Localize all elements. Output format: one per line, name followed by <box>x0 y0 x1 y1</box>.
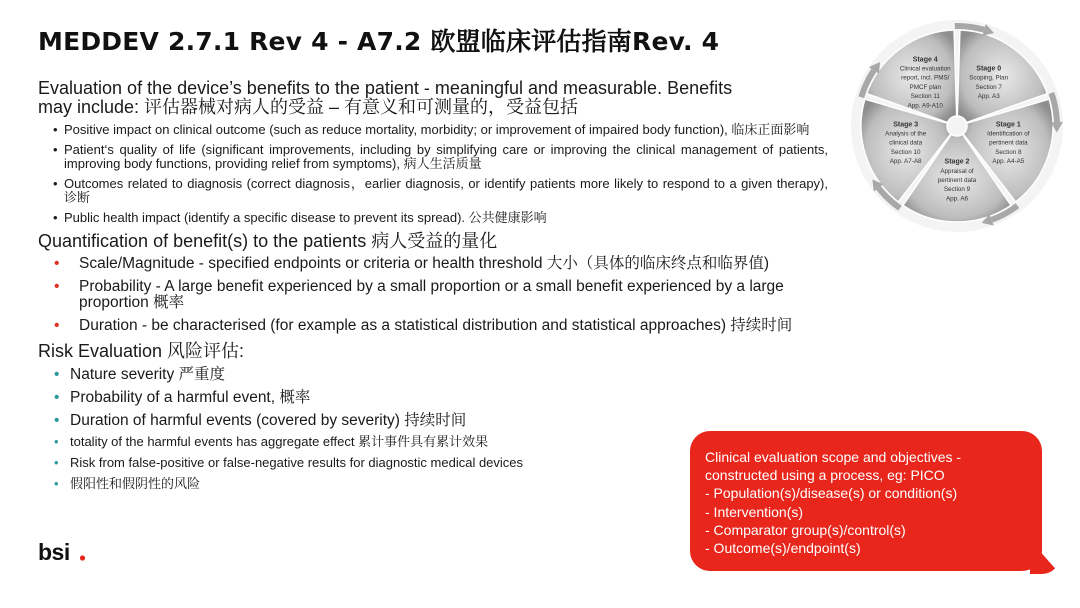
stage-detail: App. A3 <box>977 93 1000 101</box>
benefits-list <box>52 123 828 225</box>
quantification-item: • Scale/Magnitude - specified endpoints or criteria or health threshold 大小（具体的临床终点和临界值) <box>54 256 828 272</box>
stage-detail: Section 9 <box>943 186 971 194</box>
stage-detail: Section 10 <box>890 148 921 156</box>
logo-dot <box>80 555 85 560</box>
stage-detail: Analysis of the <box>885 130 927 138</box>
benefit-item: • Patient‘s quality of life (significant improvements, including by simplifying care or improving the clinical management of patients, improving body functions, providing relief from symptoms), 病人生活质量 <box>52 143 828 171</box>
benefit-item: • Public health impact (identify a specific disease to prevent its spread). 公共健康影响 <box>52 211 828 225</box>
stage-title: Stage 3 <box>893 121 919 129</box>
stage-detail: clinical data <box>889 139 923 147</box>
stage-detail: Section 11 <box>910 93 940 101</box>
benefits-intro-line-1: Evaluation of the device’s benefits to the patient - meaningful and measurable. Benefits <box>38 78 733 98</box>
callout-line: Clinical evaluation scope and objectives - <box>705 449 962 465</box>
risk-item: • Nature severity 严重度 <box>54 366 828 383</box>
risk-item: • Risk from false-positive or false-negative results for diagnostic medical devices <box>54 456 828 470</box>
stage-detail: Section 8 <box>995 148 1022 156</box>
callout-line: - Outcome(s)/endpoint(s) <box>705 540 861 557</box>
stage-title: Stage 2 <box>944 158 970 166</box>
quantification-item: • Probability - A large benefit experienced by a small proportion or a small benefit experienced by a large proportion 概率 <box>54 279 828 311</box>
clinical-evaluation-cycle-diagram <box>838 2 1076 248</box>
benefits-intro <box>38 79 828 117</box>
stage-detail: pertinent data <box>937 177 977 184</box>
stage-detail: App. A6 <box>945 195 969 203</box>
stage-detail: Section 7 <box>975 83 1002 91</box>
callout-line: constructed using a process, eg: PICO <box>705 467 945 484</box>
callout-text <box>705 448 1032 557</box>
stage-detail: App. A9-A10 <box>907 102 943 110</box>
callout-line: - Comparator group(s)/control(s) <box>705 521 906 538</box>
stage-detail: App. A4-A5 <box>992 158 1025 166</box>
pico-callout <box>690 431 1042 571</box>
stage-detail: Appraisal of <box>940 167 974 175</box>
risk-item: • Probability of a harmful event, 概率 <box>54 389 828 406</box>
benefits-intro-line-2: may include: 评估器械对病人的受益 – 有意义和可测量的，受益包括 <box>38 97 579 117</box>
callout-line: - Intervention(s) <box>705 503 804 520</box>
benefit-item: • Positive impact on clinical outcome (such as reduce mortality, morbidity; or improvement of impaired body function), 临床正面影响 <box>52 123 828 137</box>
risk-heading: Risk Evaluation 风险评估: <box>38 341 245 361</box>
stage-detail: Scoping, Plan <box>969 74 1009 82</box>
bsi-logo <box>38 538 98 568</box>
stage-detail: Identification of <box>987 130 1030 138</box>
quantification-heading: Quantification of benefit(s) to the patients 病人受益的量化 <box>38 231 498 251</box>
benefit-item: • Outcomes related to diagnosis (correct diagnosis，earlier diagnosis, or identify patients more likely to respond to a given therapy), 诊断 <box>52 177 828 205</box>
stage-detail: report, incl. PMS/ <box>901 74 950 82</box>
risk-item: • totality of the harmful events has aggregate effect 累计事件具有累计效果 <box>54 435 828 449</box>
stage-title: Stage 1 <box>995 121 1021 129</box>
risk-item: • 假阳性和假阴性的风险 <box>54 477 828 491</box>
callout-line: - Population(s)/disease(s) or condition(s) <box>705 485 958 502</box>
stage-detail: PMCF plan <box>909 83 942 91</box>
stage-detail: App. A7-A8 <box>889 158 922 166</box>
stage-title: Stage 0 <box>976 65 1002 73</box>
quantification-list <box>54 256 828 334</box>
logo-text: bsi <box>38 539 70 565</box>
slide-title: MEDDEV 2.7.1 Rev 4 - A7.2 欧盟临床评估指南Rev. 4 <box>38 27 720 56</box>
risk-item: • Duration of harmful events (covered by severity) 持续时间 <box>54 412 828 429</box>
stage-title: Stage 4 <box>912 56 938 64</box>
stage-detail: pertinent data <box>989 139 1028 147</box>
quantification-item: • Duration - be characterised (for example as a statistical distribution and statistical approaches) 持续时间 <box>54 318 828 334</box>
stage-detail: Clinical evaluation <box>899 65 951 73</box>
